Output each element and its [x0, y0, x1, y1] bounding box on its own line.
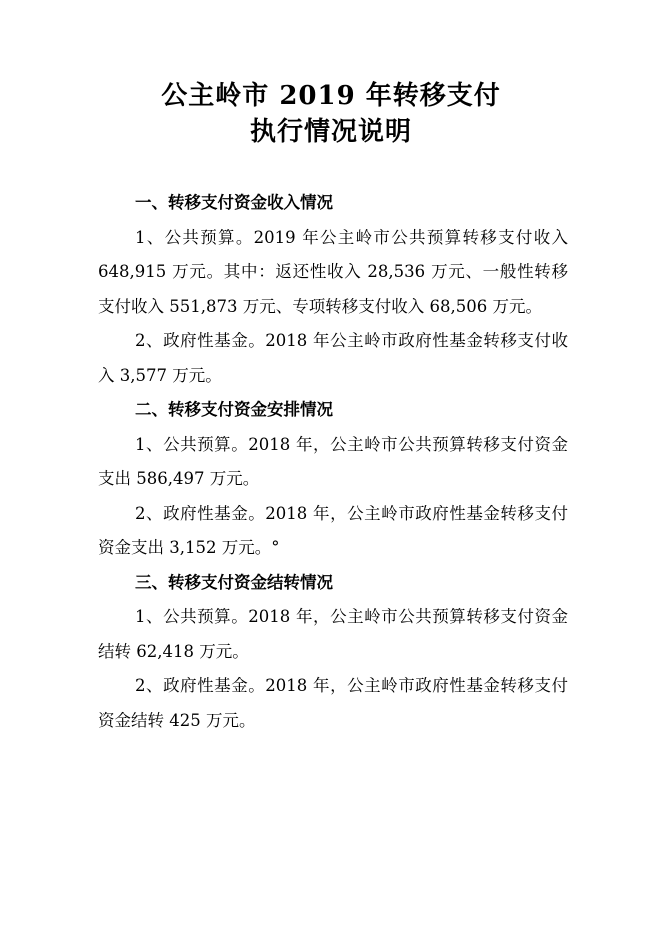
- paragraph: 2、政府性基金。2018 年，公主岭市政府性基金转移支付资金结转 425 万元。: [98, 676, 568, 730]
- section-revenue: [98, 186, 568, 393]
- section-heading: 一、转移支付资金收入情况: [135, 193, 333, 212]
- document-title-line2: 执行情况说明: [249, 117, 412, 147]
- document-title-line1: 公主岭市 2019 年转移支付: [161, 81, 501, 111]
- paragraph: 1、公共预算。2019 年公主岭市公共预算转移支付收入 648,915 万元。其中：返还性收入 28,536 万元、一般性转移支付收入 551,873 万元、专项转移支付收入 68,506 万元。: [98, 227, 568, 316]
- paragraph: 1、公共预算。2018 年，公主岭市公共预算转移支付资金结转 62,418 万元。: [98, 607, 568, 661]
- paragraph: 2、政府性基金。2018 年公主岭市政府性基金转移支付收入 3,577 万元。: [98, 331, 568, 385]
- section-heading: 三、转移支付资金结转情况: [135, 572, 333, 592]
- section-carryover: [98, 566, 568, 739]
- section-heading: 二、转移支付资金安排情况: [135, 400, 333, 419]
- section-arrangement: [98, 393, 568, 566]
- document-body: [98, 186, 568, 738]
- paragraph: 2、政府性基金。2018 年，公主岭市政府性基金转移支付资金支出 3,152 万元。°: [98, 503, 568, 557]
- paragraph: 1、公共预算。2018 年，公主岭市公共预算转移支付资金支出 586,497 万元。: [98, 434, 568, 488]
